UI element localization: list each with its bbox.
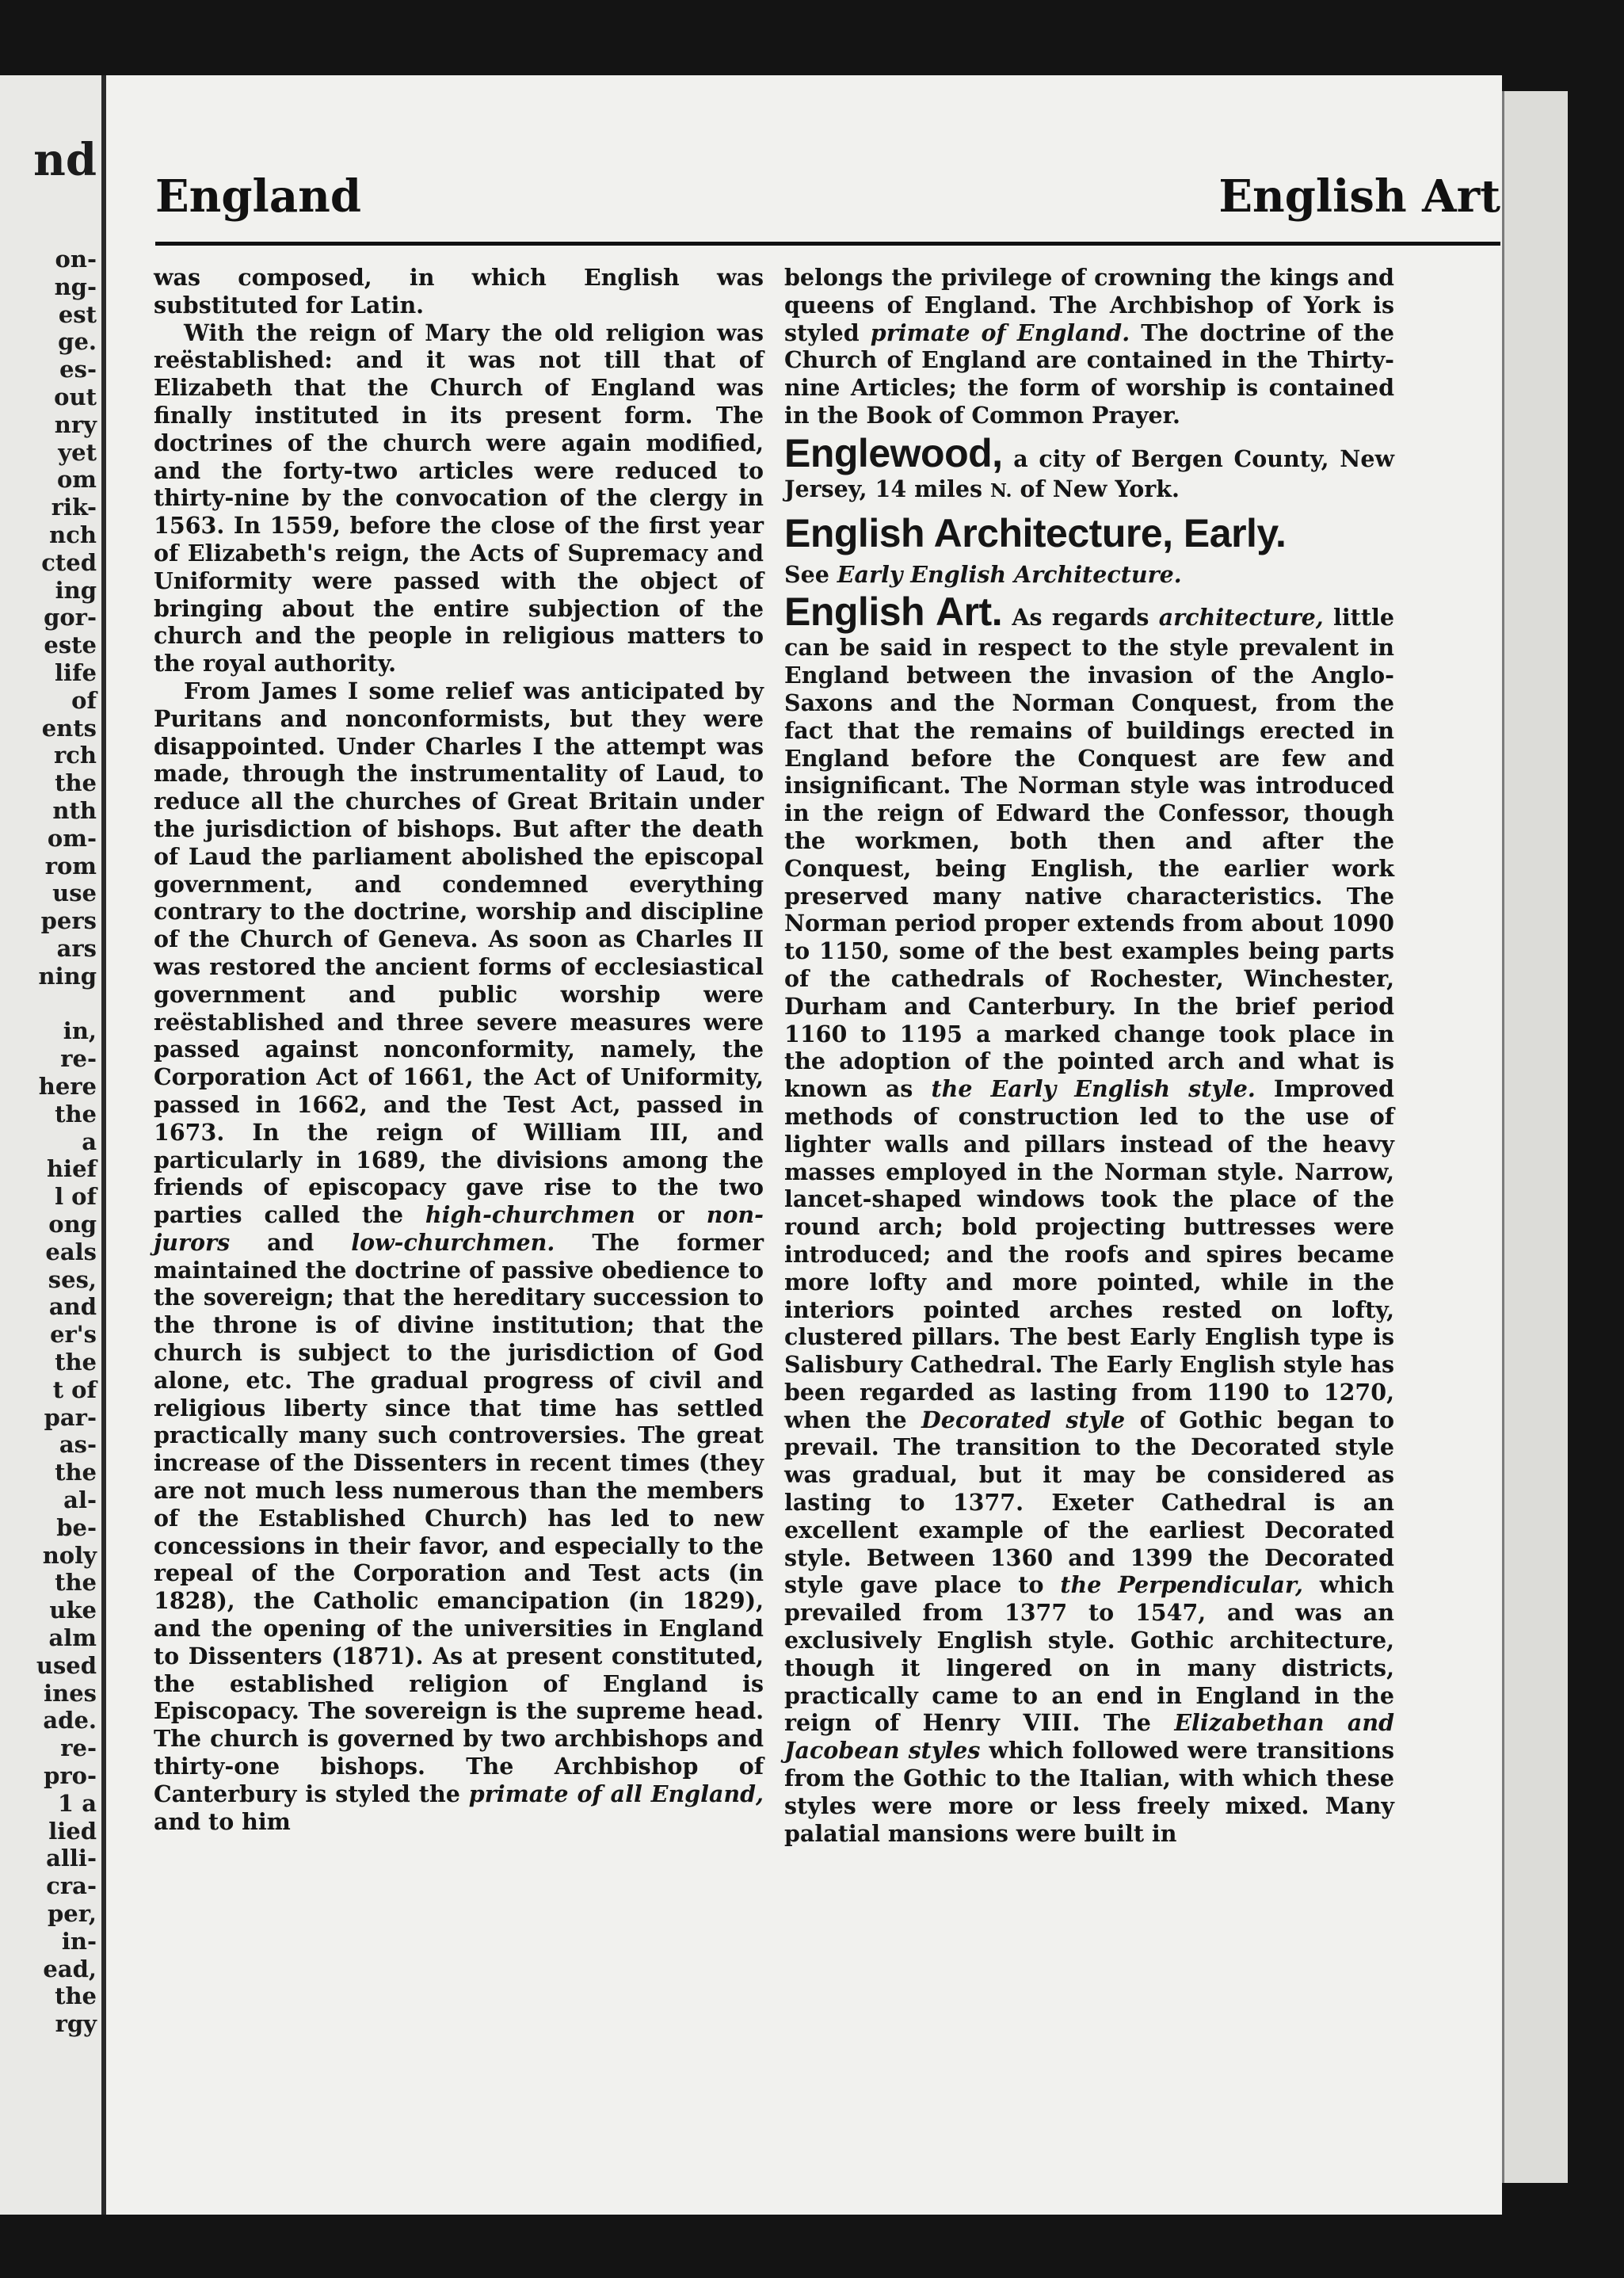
- previous-page-line-fragment: ing: [55, 576, 97, 604]
- previous-page-line-fragment: ents: [41, 714, 97, 742]
- previous-page-line-fragment: on-: [55, 246, 97, 273]
- previous-page-line-fragment: uke: [49, 1597, 97, 1624]
- paragraph: With the reign of Mary the old religion was reëstablished: and it was not till that of Elizabeth that the Church of England was finally instituted in its present form. The doctrines of the church were again modified, and the forty-two articles were reduced to thirty-nine by the convocation of the clergy in 1563. In 1559, before the close of the first year of Elizabeth's reign, the Acts of Supremacy and Uniformity were passed with the object of bringing about the entire subjection of the church and the people in religious matters to the royal authority.: [154, 319, 764, 677]
- previous-page-line-fragment: be-: [56, 1513, 97, 1541]
- previous-page-line-fragment: om-: [47, 824, 97, 852]
- previous-page-line-fragment: the: [55, 1100, 97, 1128]
- italic-term: low-churchmen.: [351, 1228, 555, 1256]
- previous-page-line-fragment: yet: [58, 438, 97, 466]
- previous-page-line-fragment: ead,: [43, 1955, 97, 1982]
- right-column: [784, 264, 1394, 1847]
- previous-page-line-fragment: es-: [59, 356, 97, 383]
- previous-page-line-fragment: re-: [60, 1734, 97, 1762]
- paragraph: From James I some relief was anticipated by Puritans and nonconformists, but they were disappointed. Under Charles I the attempt was made, through the instrumentality of Laud, to reduce all the churches of Great Britain under the jurisdiction of bishops. But after the death of Laud the parliament abolished the episcopal government, and condemned everything contrary to the doctrine, worship and discipline of the Church of Geneva. As soon as Charles II was restored the ancient forms of ecclesiastical government and public worship were reëstablished and three severe measures were passed against nonconformity, namely, the Corporation Act of 1661, the Act of Uniformity, passed in 1662, and the Test Act, passed in 1673. In the reign of William III, and particularly in 1689, the divisions among the friends of episcopacy gave rise to the two parties called the high-churchmen or non-jurors and low-churchmen. The former maintained the doctrine of passive obedience to the sovereign; that the hereditary succession to the throne is of divine institution; that the church is subject to the jurisdiction of God alone, etc. The gradual progress of civil and religious liberty since that time has settled practically many such controversies. The great increase of the Dissenters in recent times (they are not much less numerous than the members of the Established Church) has led to new concessions in their favor, and especially to the repeal of the Corporation and Test acts (in 1828), the Catholic emancipation (in 1829), and the opening of the universities in England to Dissenters (1871). As at present constituted, the established religion of England is Episcopacy. The sovereign is the supreme head. The church is governed by two archbishops and thirty-one bishops. The Archbishop of Canterbury is styled the primate of all England, and to him: [154, 677, 764, 1835]
- previous-page-line-fragment: re-: [60, 1045, 97, 1073]
- previous-page-line-fragment: per,: [48, 1900, 97, 1927]
- italic-term: primate of England.: [870, 319, 1130, 346]
- headword-english-architecture: English Architecture, Early.: [784, 510, 1287, 555]
- italic-term: primate of all England,: [468, 1780, 764, 1807]
- previous-page-line-fragment: the: [55, 1349, 97, 1376]
- previous-page-line-fragment: rch: [53, 742, 97, 769]
- previous-page-line-fragment: ong: [48, 1211, 97, 1238]
- paragraph: was composed, in which English was substituted for Latin.: [154, 264, 764, 319]
- page-edge: [1502, 91, 1568, 2183]
- previous-page-line-fragment: a: [82, 1128, 97, 1155]
- italic-term: Early English Architecture.: [837, 560, 1182, 588]
- previous-page-line-fragment: ade.: [43, 1707, 97, 1734]
- previous-page-line-fragment: nry: [54, 410, 97, 438]
- previous-page-line-fragment: hief: [46, 1155, 97, 1183]
- previous-page-line-fragment: gor-: [44, 604, 97, 632]
- previous-page-line-fragment: pro-: [44, 1762, 97, 1789]
- previous-page-line-fragment: of: [71, 686, 97, 714]
- cross-reference: See Early English Architecture.: [784, 560, 1182, 588]
- previous-page-line-fragment: ng-: [54, 273, 97, 300]
- italic-term: the Early English style.: [931, 1075, 1256, 1103]
- header-rule: [155, 242, 1500, 246]
- entry-englewood: Englewood, a city of Bergen County, New Jersey, 14 miles N. of New York.: [784, 430, 1394, 502]
- left-column: [154, 264, 764, 1835]
- previous-page-line-fragment: as-: [59, 1431, 97, 1459]
- previous-page-line-fragment: al-: [63, 1486, 97, 1513]
- previous-page-line-fragment: este: [44, 632, 97, 659]
- italic-term: non-jurors: [154, 1201, 764, 1256]
- paragraph: belongs the privilege of crowning the kings and queens of England. The Archbishop of York is styled primate of England. The doctrine of the Church of England are contained in the Thirty-nine Articles; the form of worship is contained in the Book of Common Prayer.: [784, 264, 1394, 429]
- previous-page-line-fragment: pers: [40, 907, 97, 935]
- running-head-left: England: [155, 170, 361, 223]
- previous-page-line-fragment: use: [52, 880, 97, 907]
- headword-englewood: Englewood,: [784, 430, 1003, 475]
- previous-page-line-fragment: ines: [44, 1679, 97, 1707]
- previous-page-line-fragment: in-: [61, 1927, 97, 1955]
- running-head-right: English Art: [1218, 170, 1500, 223]
- previous-page-line-fragment: ses,: [48, 1265, 97, 1293]
- previous-page-line-fragment: l of: [55, 1183, 97, 1211]
- previous-page-line-fragment: noly: [42, 1541, 97, 1569]
- book-page: [106, 75, 1502, 2215]
- previous-page-line-fragment: the: [55, 1569, 97, 1597]
- previous-page-fragment: [0, 75, 101, 2215]
- previous-page-line-fragment: cted: [41, 548, 97, 576]
- italic-term: Decorated style: [921, 1406, 1126, 1433]
- previous-page-line-fragment: the: [55, 769, 97, 797]
- previous-page-line-fragment: rgy: [55, 2010, 97, 2038]
- previous-page-line-fragment: alm: [48, 1624, 97, 1651]
- previous-page-line-fragment: om: [56, 466, 97, 494]
- previous-page-line-fragment: rik-: [51, 494, 97, 521]
- previous-page-line-fragment: the: [55, 1982, 97, 2010]
- italic-term: high-churchmen: [425, 1201, 635, 1229]
- previous-page-line-fragment: nch: [49, 521, 97, 548]
- previous-page-line-fragment: eals: [45, 1238, 97, 1265]
- previous-page-line-fragment: in,: [63, 1017, 97, 1045]
- previous-page-line-fragment: rom: [44, 852, 97, 880]
- headword-english-art: English Art.: [784, 590, 1003, 635]
- previous-page-line-fragment: lied: [48, 1817, 97, 1845]
- previous-page-line-fragment: nth: [52, 797, 97, 824]
- entry-english-art: English Art. As regards architecture, little can be said in respect to the style prevalent in England between the invasion of the Anglo-Saxons and the Norman Conquest, from the fact that the remains of buildings erected in England before the Conquest are few and insignificant. The Norman style was introduced in the reign of Edward the Confessor, though the workmen, both then and after the Conquest, being English, the earlier work preserved many native characteristics. The Norman period proper extends from about 1090 to 1150, some of the best examples being parts of the cathedrals of Rochester, Winchester, Durham and Canterbury. In the brief period 1160 to 1195 a marked change took place in the adoption of the pointed arch and what is known as the Early English style. Improved methods of construction led to the use of lighter walls and pillars instead of the heavy masses employed in the Norman style. Narrow, lancet-shaped windows took the place of the round arch; bold projecting buttresses were introduced; and the roofs and spires became more lofty and more pointed, while in the interiors pointed arches rested on lofty, clustered pillars. The best Early English type is Salisbury Cathedral. The Early English style has been regarded as lasting from 1190 to 1270, when the Decorated style of Gothic began to prevail. The transition to the Decorated style was gradual, but it may be considered as lasting to 1377. Exeter Cathedral is an excellent example of the earliest Decorated style. Between 1360 and 1399 the Decorated style gave place to the Perpendicular, which prevailed from 1377 to 1547, and was an exclusively English style. Gothic architecture, though it lingered on in many districts, practically came to an end in England in the reign of Henry VIII. The Elizabethan and Jacobean styles which followed were transitions from the Gothic to the Italian, with which these styles were more or less freely mixed. Many palatial mansions were built in: [784, 590, 1394, 1847]
- previous-page-line-fragment: and: [48, 1293, 97, 1321]
- previous-page-title-fragment: nd: [33, 134, 97, 186]
- italic-term: Elizabethan and Jacobean styles: [784, 1709, 1394, 1765]
- previous-page-line-fragment: used: [36, 1651, 97, 1679]
- previous-page-line-fragment: ge.: [58, 328, 97, 356]
- previous-page-line-fragment: alli-: [46, 1845, 97, 1872]
- previous-page-line-fragment: life: [55, 659, 97, 686]
- previous-page-line-fragment: t of: [52, 1376, 97, 1403]
- previous-page-line-fragment: the: [55, 1459, 97, 1486]
- previous-page-line-fragment: ars: [56, 935, 97, 962]
- previous-page-line-fragment: est: [58, 300, 97, 328]
- italic-term: the Perpendicular,: [1060, 1571, 1303, 1599]
- previous-page-line-fragment: ning: [38, 962, 97, 990]
- italic-term: architecture,: [1158, 604, 1324, 632]
- previous-page-line-fragment: par-: [44, 1403, 97, 1431]
- previous-page-line-fragment: cra-: [46, 1872, 97, 1900]
- previous-page-line-fragment: out: [54, 383, 97, 410]
- previous-page-line-fragment: 1 a: [57, 1789, 97, 1817]
- previous-page-line-fragment: er's: [50, 1321, 97, 1349]
- previous-page-line-fragment: here: [38, 1073, 97, 1100]
